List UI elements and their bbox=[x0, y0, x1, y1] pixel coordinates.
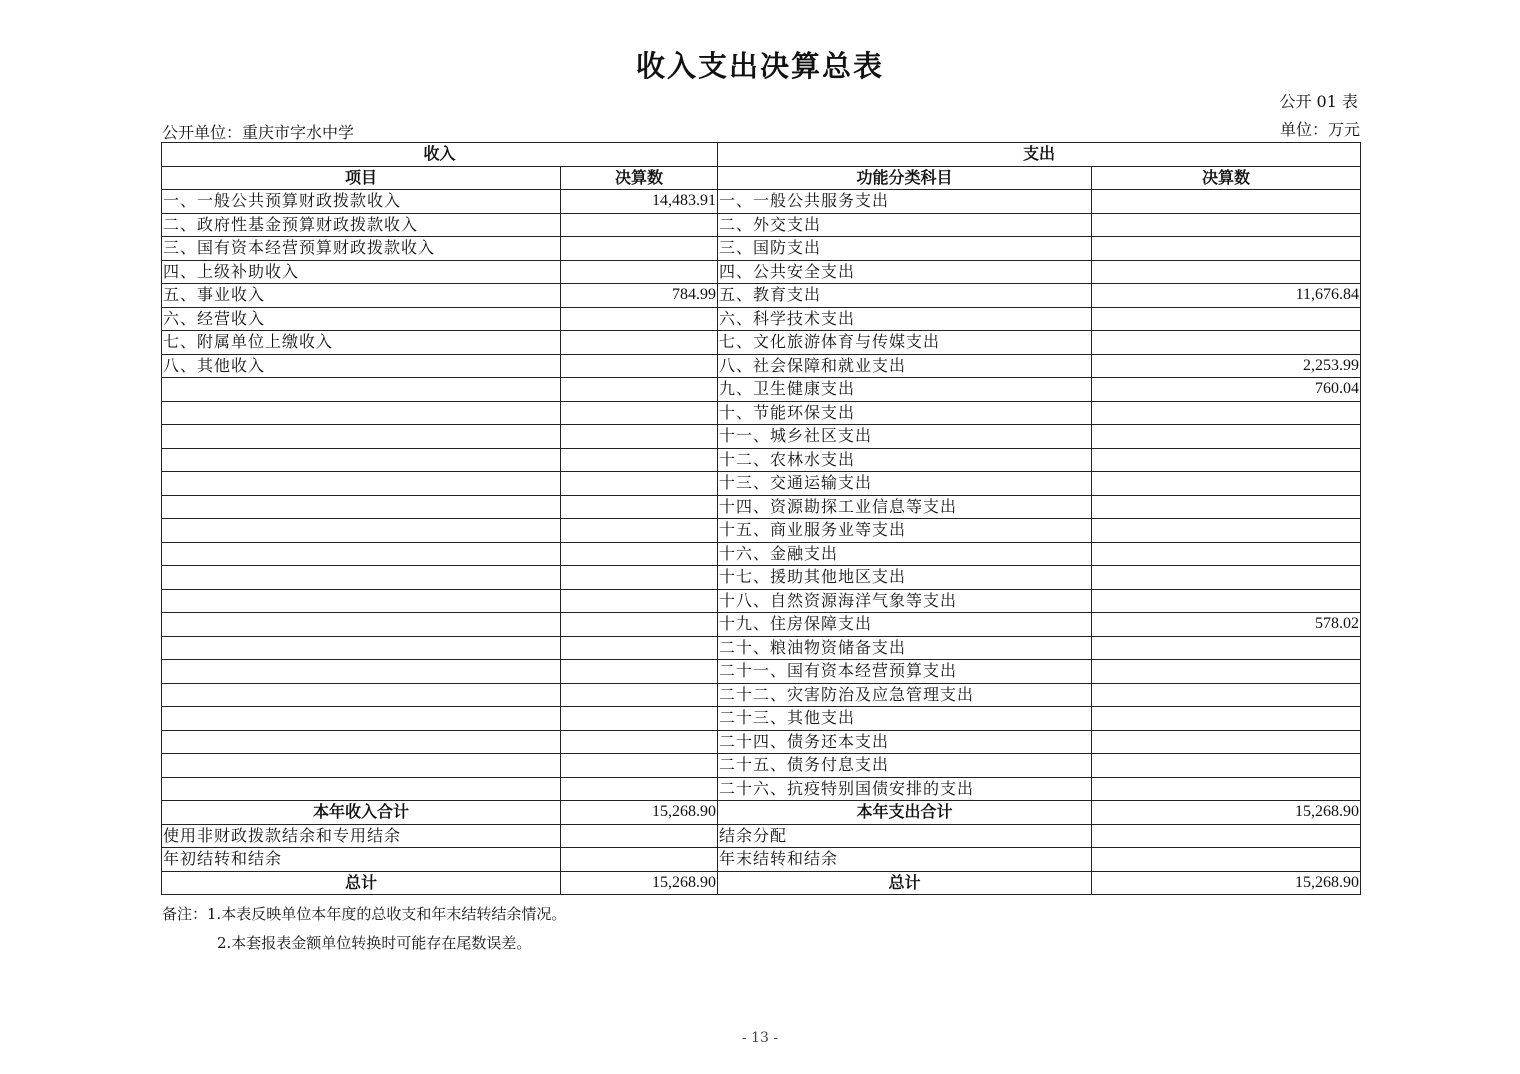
income-grand-total-label: 总计 bbox=[162, 871, 561, 895]
page-title: 收入支出决算总表 bbox=[635, 49, 884, 83]
table-row bbox=[162, 237, 1361, 261]
expense-amount-cell bbox=[1092, 777, 1361, 801]
expense-item-cell: 二十六、抗疫特别国债安排的支出 bbox=[718, 777, 1092, 801]
expense-item-cell: 结余分配 bbox=[718, 824, 1092, 848]
form-code: 公开 01 表 bbox=[1279, 92, 1358, 111]
expense-amount-cell: 578.02 bbox=[1092, 613, 1361, 637]
income-amount-cell bbox=[561, 824, 718, 848]
table-row bbox=[162, 636, 1361, 660]
income-amount-cell bbox=[561, 354, 718, 378]
expense-item-cell: 二十、粮油物资储备支出 bbox=[718, 636, 1092, 660]
income-amount-cell bbox=[561, 331, 718, 355]
expense-grand-total-amount: 15,268.90 bbox=[1092, 871, 1361, 895]
year-total-row bbox=[162, 801, 1361, 825]
income-amount-cell bbox=[561, 260, 718, 284]
table-row bbox=[162, 777, 1361, 801]
expense-item-cell: 二、外交支出 bbox=[718, 213, 1092, 237]
table-row bbox=[162, 707, 1361, 731]
expense-amount-cell bbox=[1092, 848, 1361, 872]
table-row bbox=[162, 307, 1361, 331]
income-amount-cell bbox=[561, 707, 718, 731]
reporting-unit: 公开单位：重庆市字水中学 bbox=[162, 123, 355, 142]
expense-amount-cell: 760.04 bbox=[1092, 378, 1361, 402]
income-amount-cell bbox=[561, 566, 718, 590]
income-item-cell bbox=[162, 754, 561, 778]
table-row bbox=[162, 589, 1361, 613]
income-amount-cell bbox=[561, 401, 718, 425]
expense-item-cell: 二十五、债务付息支出 bbox=[718, 754, 1092, 778]
page-number: - 13 - bbox=[741, 1030, 779, 1046]
expense-item-cell: 十八、自然资源海洋气象等支出 bbox=[718, 589, 1092, 613]
income-item-cell: 一、一般公共预算财政拨款收入 bbox=[162, 190, 561, 214]
income-item-cell bbox=[162, 589, 561, 613]
income-item-cell bbox=[162, 519, 561, 543]
income-grand-total-amount: 15,268.90 bbox=[561, 871, 718, 895]
expense-item-cell: 十九、住房保障支出 bbox=[718, 613, 1092, 637]
expense-section-header: 支出 bbox=[718, 143, 1361, 167]
income-item-cell bbox=[162, 613, 561, 637]
expense-item-cell: 十六、金融支出 bbox=[718, 542, 1092, 566]
income-amount-cell bbox=[561, 495, 718, 519]
expense-amount-cell: 2,253.99 bbox=[1092, 354, 1361, 378]
income-item-cell: 二、政府性基金预算财政拨款收入 bbox=[162, 213, 561, 237]
expense-amount-cell bbox=[1092, 260, 1361, 284]
income-amount-cell bbox=[561, 448, 718, 472]
income-amount-cell: 14,483.91 bbox=[561, 190, 718, 214]
currency-unit: 单位：万元 bbox=[1279, 120, 1360, 139]
income-amount-cell: 784.99 bbox=[561, 284, 718, 308]
income-amount-cell bbox=[561, 542, 718, 566]
expense-item-header: 功能分类科目 bbox=[718, 166, 1092, 190]
expense-amount-cell bbox=[1092, 425, 1361, 449]
grand-total-row bbox=[162, 871, 1361, 895]
table-row bbox=[162, 495, 1361, 519]
income-section-header: 收入 bbox=[162, 143, 718, 167]
income-item-header: 项目 bbox=[162, 166, 561, 190]
expense-item-cell: 四、公共安全支出 bbox=[718, 260, 1092, 284]
expense-amount-cell bbox=[1092, 660, 1361, 684]
expense-amount-cell: 11,676.84 bbox=[1092, 284, 1361, 308]
expense-amount-cell bbox=[1092, 754, 1361, 778]
income-item-cell bbox=[162, 472, 561, 496]
expense-amount-cell bbox=[1092, 401, 1361, 425]
expense-amount-cell bbox=[1092, 566, 1361, 590]
income-amount-cell bbox=[561, 237, 718, 261]
unit-info-row bbox=[162, 117, 1360, 141]
income-item-cell bbox=[162, 777, 561, 801]
expense-item-cell: 七、文化旅游体育与传媒支出 bbox=[718, 331, 1092, 355]
income-item-cell: 使用非财政拨款结余和专用结余 bbox=[162, 824, 561, 848]
income-item-cell: 五、事业收入 bbox=[162, 284, 561, 308]
expense-item-cell: 十一、城乡社区支出 bbox=[718, 425, 1092, 449]
income-item-cell bbox=[162, 425, 561, 449]
income-amount-cell bbox=[561, 754, 718, 778]
expense-item-cell: 二十四、债务还本支出 bbox=[718, 730, 1092, 754]
expense-amount-cell bbox=[1092, 472, 1361, 496]
expense-amount-cell bbox=[1092, 683, 1361, 707]
table-row bbox=[162, 260, 1361, 284]
table-row bbox=[162, 378, 1361, 402]
expense-grand-total-label: 总计 bbox=[718, 871, 1092, 895]
table-row bbox=[162, 730, 1361, 754]
income-item-cell bbox=[162, 401, 561, 425]
table-row bbox=[162, 660, 1361, 684]
expense-amount-cell bbox=[1092, 495, 1361, 519]
income-item-cell bbox=[162, 730, 561, 754]
income-item-cell: 四、上级补助收入 bbox=[162, 260, 561, 284]
expense-item-cell: 年末结转和结余 bbox=[718, 848, 1092, 872]
expense-amount-cell bbox=[1092, 589, 1361, 613]
income-year-total-amount: 15,268.90 bbox=[561, 801, 718, 825]
income-item-cell bbox=[162, 495, 561, 519]
table-row bbox=[162, 472, 1361, 496]
income-item-cell bbox=[162, 448, 561, 472]
table-row bbox=[162, 331, 1361, 355]
expense-item-cell: 六、科学技术支出 bbox=[718, 307, 1092, 331]
expense-amount-cell bbox=[1092, 190, 1361, 214]
income-year-total-label: 本年收入合计 bbox=[162, 801, 561, 825]
table-row bbox=[162, 448, 1361, 472]
expense-amount-cell bbox=[1092, 331, 1361, 355]
expense-amount-header: 决算数 bbox=[1092, 166, 1361, 190]
income-item-cell bbox=[162, 660, 561, 684]
table-row bbox=[162, 566, 1361, 590]
column-header-row bbox=[162, 166, 1361, 190]
income-item-cell bbox=[162, 683, 561, 707]
table-row bbox=[162, 848, 1361, 872]
income-item-cell: 年初结转和结余 bbox=[162, 848, 561, 872]
expense-year-total-label: 本年支出合计 bbox=[718, 801, 1092, 825]
income-amount-cell bbox=[561, 589, 718, 613]
income-amount-cell bbox=[561, 636, 718, 660]
income-item-cell bbox=[162, 566, 561, 590]
expense-amount-cell bbox=[1092, 237, 1361, 261]
expense-item-cell: 十四、资源勘探工业信息等支出 bbox=[718, 495, 1092, 519]
table-row bbox=[162, 354, 1361, 378]
table-row bbox=[162, 542, 1361, 566]
expense-item-cell: 十三、交通运输支出 bbox=[718, 472, 1092, 496]
table-row bbox=[162, 190, 1361, 214]
income-amount-cell bbox=[561, 213, 718, 237]
expense-item-cell: 十、节能环保支出 bbox=[718, 401, 1092, 425]
table-row bbox=[162, 284, 1361, 308]
expense-amount-cell bbox=[1092, 707, 1361, 731]
table-row bbox=[162, 425, 1361, 449]
expense-amount-cell bbox=[1092, 448, 1361, 472]
income-amount-cell bbox=[561, 848, 718, 872]
income-amount-cell bbox=[561, 660, 718, 684]
table-row bbox=[162, 401, 1361, 425]
income-amount-cell bbox=[561, 613, 718, 637]
expense-item-cell: 五、教育支出 bbox=[718, 284, 1092, 308]
expense-item-cell: 一、一般公共服务支出 bbox=[718, 190, 1092, 214]
expense-item-cell: 二十一、国有资本经营预算支出 bbox=[718, 660, 1092, 684]
table-row bbox=[162, 683, 1361, 707]
table-row bbox=[162, 754, 1361, 778]
expense-item-cell: 八、社会保障和就业支出 bbox=[718, 354, 1092, 378]
expense-amount-cell bbox=[1092, 730, 1361, 754]
income-item-cell bbox=[162, 707, 561, 731]
expense-amount-cell bbox=[1092, 213, 1361, 237]
expense-item-cell: 十二、农林水支出 bbox=[718, 448, 1092, 472]
income-amount-cell bbox=[561, 777, 718, 801]
expense-item-cell: 九、卫生健康支出 bbox=[718, 378, 1092, 402]
expense-item-cell: 三、国防支出 bbox=[718, 237, 1092, 261]
income-amount-cell bbox=[561, 307, 718, 331]
income-amount-header: 决算数 bbox=[561, 166, 718, 190]
income-amount-cell bbox=[561, 472, 718, 496]
notes bbox=[162, 900, 566, 958]
income-item-cell: 六、经营收入 bbox=[162, 307, 561, 331]
income-item-cell bbox=[162, 636, 561, 660]
table-row bbox=[162, 824, 1361, 848]
expense-year-total-amount: 15,268.90 bbox=[1092, 801, 1361, 825]
section-header-row bbox=[162, 143, 1361, 167]
expense-amount-cell bbox=[1092, 519, 1361, 543]
income-item-cell bbox=[162, 378, 561, 402]
expense-amount-cell bbox=[1092, 307, 1361, 331]
note-2: 2.本套报表金额单位转换时可能存在尾数误差。 bbox=[217, 934, 532, 952]
expense-amount-cell bbox=[1092, 824, 1361, 848]
expense-item-cell: 十七、援助其他地区支出 bbox=[718, 566, 1092, 590]
expense-item-cell: 二十三、其他支出 bbox=[718, 707, 1092, 731]
income-amount-cell bbox=[561, 425, 718, 449]
income-amount-cell bbox=[561, 730, 718, 754]
expense-amount-cell bbox=[1092, 636, 1361, 660]
income-item-cell: 八、其他收入 bbox=[162, 354, 561, 378]
income-item-cell: 七、附属单位上缴收入 bbox=[162, 331, 561, 355]
income-amount-cell bbox=[561, 378, 718, 402]
expense-item-cell: 十五、商业服务业等支出 bbox=[718, 519, 1092, 543]
note-1: 备注：1.本表反映单位本年度的总收支和年末结转结余情况。 bbox=[162, 905, 567, 923]
income-amount-cell bbox=[561, 683, 718, 707]
income-item-cell bbox=[162, 542, 561, 566]
expense-item-cell: 二十二、灾害防治及应急管理支出 bbox=[718, 683, 1092, 707]
income-amount-cell bbox=[561, 519, 718, 543]
table-row bbox=[162, 519, 1361, 543]
income-item-cell: 三、国有资本经营预算财政拨款收入 bbox=[162, 237, 561, 261]
table-row bbox=[162, 613, 1361, 637]
income-expense-table bbox=[161, 142, 1361, 895]
expense-amount-cell bbox=[1092, 542, 1361, 566]
table-row bbox=[162, 213, 1361, 237]
